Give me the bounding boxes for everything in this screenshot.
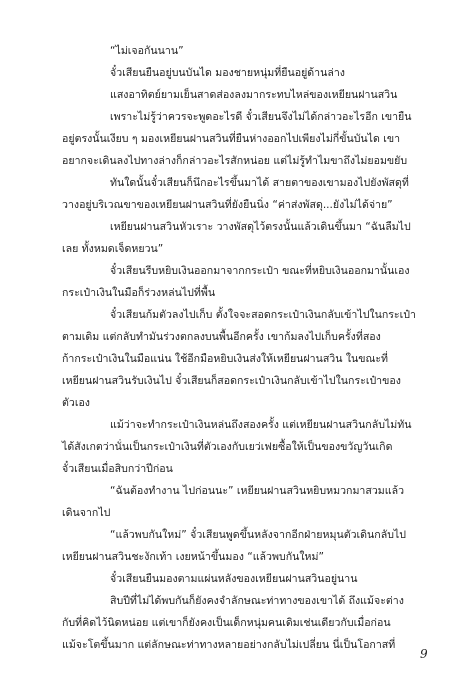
text-line: เหยียนฝานสวินหัวเราะ วางพัสดุไว้ตรงนั้นแล้วเดินขึ้นมา “ฉันลืมไป — [110, 221, 411, 233]
text-line: ตามเดิม แต่กลับทำมันร่วงตกลงบนพื้นอีกครั้ง เขาก้มลงไปเก็บครั้งที่สอง — [62, 331, 381, 343]
text-line: ก้ากระเป๋าเงินในมือแน่น ใช้อีกมือหยิบเงินส่งให้เหยียนฝานสวิน ในขณะที่ — [62, 353, 388, 365]
text-line: เหยียนฝานสวินรับเงินไป จั๋วเสียนก็สอดกระเป๋าเงินกลับเข้าไปในกระเป๋าของ — [62, 375, 401, 387]
text-line: อยากจะเดินลงไปทางล่างก็กล่าวอะไรสักหน่อย แต่ไม่รู้ทำไมขาถึงไม่ยอมขยับ — [62, 155, 408, 167]
text-line: เหยียนฝานสวินชะงักเท้า เงยหน้าขึ้นมอง “แล้วพบกันใหม่” — [62, 551, 324, 563]
text-line: แม้จะโตขึ้นมาก แต่ลักษณะท่าทางหลายอย่างกลับไม่เปลี่ยน นี่เป็นโอกาสที่ — [62, 639, 396, 651]
text-line: เลย ทั้งหมดเจ็ดหยวน” — [62, 243, 164, 255]
text-line: “แล้วพบกันใหม่” จั๋วเสียนพูดขึ้นหลังจากอีกฝ่ายหมุนตัวเดินกลับไป — [110, 529, 406, 541]
text-line: จั๋วเสียนยืนอยู่บนบันได มองชายหนุ่มที่ยืนอยู่ด้านล่าง — [110, 67, 345, 79]
text-line: กระเป๋าเงินในมือก็ร่วงหล่นไปที่พื้น — [62, 287, 216, 299]
text-line: อยู่ตรงนั้นเงียบ ๆ มองเหยียนฝานสวินที่ยืนห่างออกไปเพียงไม่กี่ขั้นบันได เขา — [62, 133, 401, 145]
text-line: วางอยู่บริเวณขาของเหยียนฝานสวินที่ยังยืนนิ่ง “ค่าส่งพัสดุ...ยังไม่ได้จ่าย” — [62, 199, 393, 211]
text-line: จั๋วเสียนยืนมองตามแผ่นหลังของเหยียนฝานสวินอยู่นาน — [110, 573, 358, 585]
text-line: ตัวเอง — [62, 397, 90, 409]
text-line: จั๋วเสียนก้มตัวลงไปเก็บ ตั้งใจจะสอดกระเป๋าเงินกลับเข้าไปในกระเป๋า — [110, 309, 416, 321]
text-line: ได้สังเกตว่านั่นเป็นกระเป๋าเงินที่ตัวเองกับเยว่เฟยซื้อให้เป็นของขวัญวันเกิด — [62, 441, 393, 453]
text-line: แม้ว่าจะทำกระเป๋าเงินหล่นถึงสองครั้ง แต่เหยียนฝานสวินกลับไม่ทัน — [110, 419, 412, 431]
page-number: 9 — [420, 647, 428, 661]
text-line: แสงอาทิตย์ยามเย็นสาดส่องลงมากระทบไหล่ของเหยียนฝานสวิน — [110, 89, 398, 101]
text-line: กับที่คิดไว้นิดหน่อย แต่เขาก็ยังคงเป็นเด็กหนุ่มคนเดิมเช่นเดียวกับเมื่อก่อน — [62, 617, 391, 629]
text-line: ทันใดนั้นจั๋วเสียนก็นึกอะไรขึ้นมาได้ สายตาของเขามองไปยังพัสดุที่ — [110, 177, 409, 189]
text-line: “ไม่เจอกันนาน” — [110, 45, 184, 57]
text-line: เดินจากไป — [62, 507, 111, 519]
text-line: เพราะไม่รู้ว่าควรจะพูดอะไรดี จั๋วเสียนจึงไม่ได้กล่าวอะไรอีก เขายืน — [110, 111, 412, 123]
text-line: จั๋วเสียนรีบหยิบเงินออกมาจากกระเป๋า ขณะที่หยิบเงินออกมานั้นเอง — [110, 265, 410, 277]
text-line: สิบปีที่ไม่ได้พบกันก็ยังคงจำลักษณะท่าทางของเขาได้ ถึงแม้จะต่าง — [110, 595, 404, 607]
text-line: จั๋วเสียนเมื่อสิบกว่าปีก่อน — [62, 463, 173, 475]
text-line: “ฉันต้องทำงาน ไปก่อนนะ” เหยียนฝานสวินหยิบหมวกมาสวมแล้ว — [110, 485, 405, 497]
